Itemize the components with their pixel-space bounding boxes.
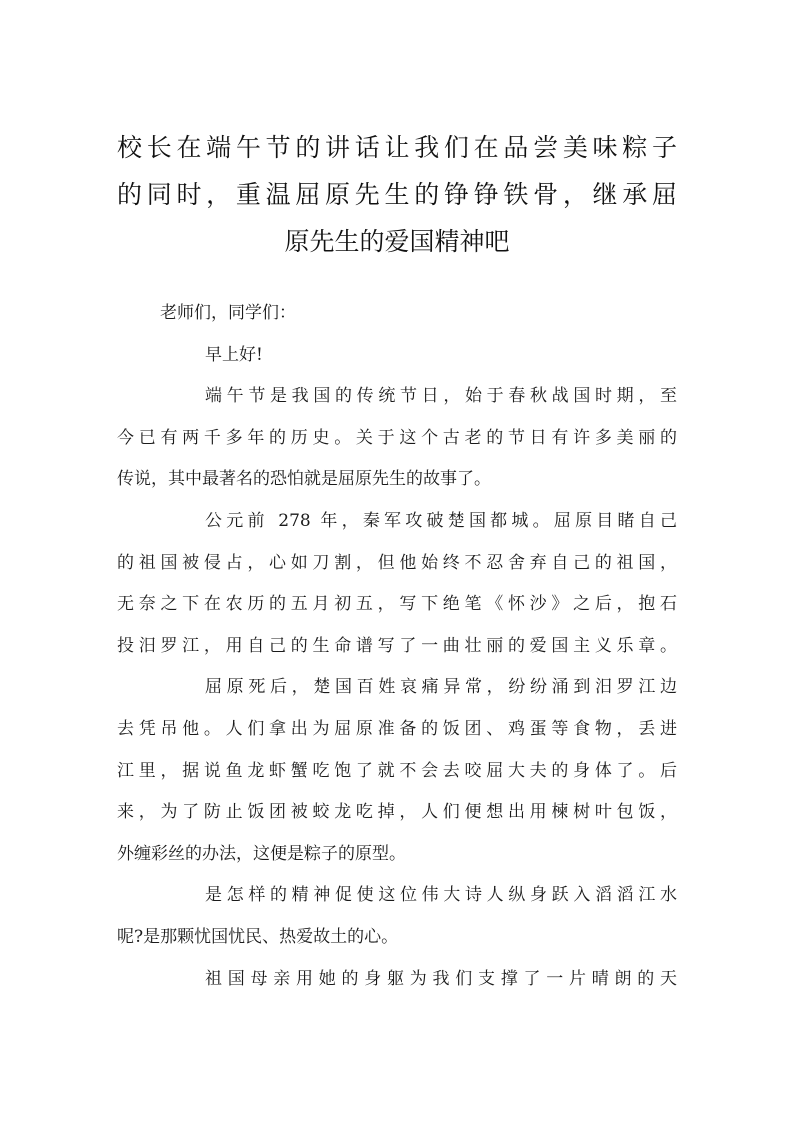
body-line: 呢?是那颗忧国忧民、热爱故土的心。 [117, 927, 399, 947]
body-line: 是怎样的精神促使这位伟大诗人纵身跃入滔滔江水 [205, 885, 677, 906]
title-line: 原先生的爱国精神吧 [284, 227, 510, 256]
body-line: 公元前 278 年，秦军攻破楚国都城。屈原目睹自己 [205, 511, 677, 531]
body-line: 外缠彩丝的办法，这便是粽子的原型。 [117, 843, 406, 864]
body-line: 江里，据说鱼龙虾蟹吃饱了就不会去咬屈大夫的身体了。后 [117, 760, 677, 781]
body-line: 传说，其中最著名的恐怕就是屈原先生的故事了。 [117, 469, 491, 490]
body-line: 去凭吊他。人们拿出为屈原准备的饭团、鸡蛋等食物，丢进 [117, 719, 677, 739]
title-line: 的同时，重温屈原先生的铮铮铁骨，继承屈 [117, 180, 677, 209]
body-line: 的祖国被侵占，心如刀割，但他始终不忍舍弃自己的祖国， [117, 552, 677, 573]
body-line: 端午节是我国的传统节日，始于春秋战国时期，至 [205, 386, 677, 407]
body-line: 早上好! [205, 344, 263, 365]
body-line: 祖国母亲用她的身躯为我们支撑了一片晴朗的天 [205, 968, 677, 989]
body-line: 今已有两千多年的历史。关于这个古老的节日有许多美丽的 [117, 427, 677, 448]
body-line: 无奈之下在农历的五月初五，写下绝笔《怀沙》之后，抱石 [117, 594, 677, 615]
body-line: 投汨罗江，用自己的生命谱写了一曲壮丽的爱国主义乐章。 [117, 635, 677, 656]
title-line: 校长在端午节的讲话让我们在品尝美味粽子 [117, 133, 677, 162]
body-line: 来，为了防止饭团被蛟龙吃掉，人们便想出用楝树叶包饭， [117, 802, 677, 823]
body-line: 屈原死后，楚国百姓哀痛异常，纷纷涌到汨罗江边 [205, 677, 677, 698]
body-line: 老师们，同学们： [160, 303, 296, 323]
